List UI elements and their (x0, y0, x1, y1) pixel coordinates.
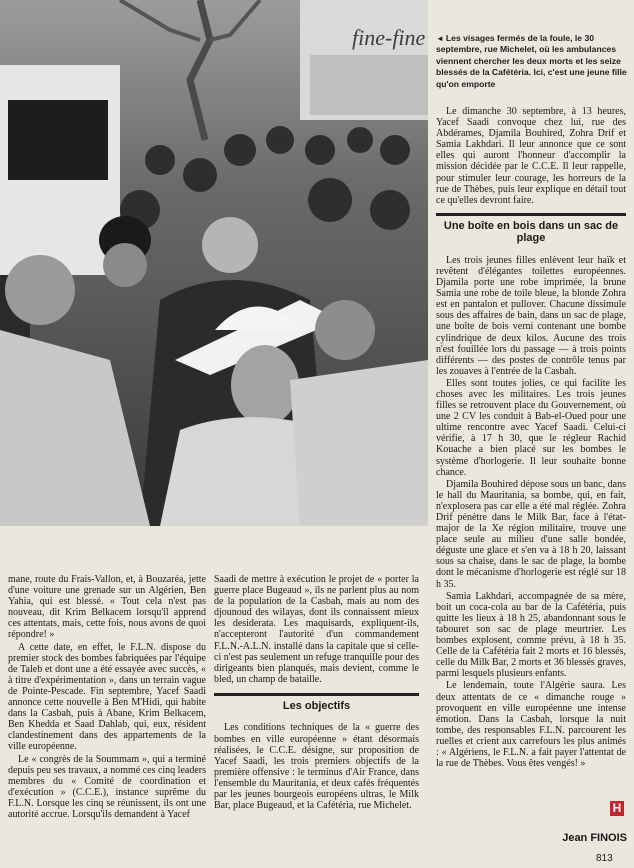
shop-sign: fine-fine (352, 25, 426, 50)
heading-rule (214, 693, 419, 696)
paragraph: Samia Lakhdari, accompagnée de sa mère, boit un coca-cola au bar de la Cafétéria, puis quitte les lieux à 18 h 25, abandonnant sous le tabouret son sac de plage meurtrier. Les bombes explosent, comme prévu, à 18 h 35. Celle de la Cafétéria fait 2 morts et 16 blessés, celle du Milk Bar, 2 morts et 36 blessés graves, parmi lesquels plusieurs enfants. (436, 590, 626, 680)
section-heading: Les objectifs (282, 699, 351, 712)
paragraph: Le dimanche 30 septembre, à 13 heures, Yacef Saadi convoque chez lui, rue des Abdérames, Djamila Bouhired, Zohra Drif et Samia Lakhdari. Il leur annonce que ce sont elles qui auront l'honneur d'accomplir la mission décidée par le C.C.E. Il leur rappelle, pour stimuler leur courage, les horreurs de la rue de Thèbes, puis leur explique en détail tout ce qu'elles devront faire. (436, 106, 626, 206)
caption-text: Les visages fermés de la foule, le 30 septembre, rue Michelet, où les ambulances viennent chercher les deux morts et les seize blessés de la Cafétéria. Ici, c'est une jeune fille qu'on emporte (436, 33, 627, 89)
caption-arrow-icon: ◄ (436, 34, 444, 43)
paragraph: Les trois jeunes filles enlèvent leur haïk et revêtent d'élégantes toilettes européennes. Djamila porte une robe imprimée, la brune Samia une robe de toile bleue, la blonde Zohra est en pantalon et pullover. Chacune dissimule sous des affaires de bain, dans un sac de plage, une boîte de bois verni contenant une bombe cylindrique de deux kilos. Aucune des trois n'est fouillée lors du passage — à trois points différents — des postes de contrôle tenus par les zouaves à l'entrée de la Casbah. (436, 254, 626, 377)
paragraph: mane, route du Frais-Vallon, et, à Bouzaréa, jette d'une voiture une grenade sur un Algérien, Ben Yahia, qui est blessé. « Tout cela n'est pas nouveau, dit Krim Belkacem lorsqu'il apprend ces attentats, mais, cette fois, nous avons de quoi répondre! » (8, 574, 206, 641)
section-heading-block (436, 213, 626, 245)
publisher-logo: H (610, 801, 624, 816)
heading-rule (436, 213, 626, 216)
photo-crowd-ambulance (0, 0, 428, 526)
paragraph: Saadi de mettre à exécution le projet de « porter la guerre place Bugeaud », ils ne parlent plus au nom de la population de la Casbah, mais au nom des djounoud des wilayas, dont ils connaissent mieux les desiderata. Les maquisards, expliquent-ils, n'accepteront l'autorité d'un commandement F.L.N.-A.L.N. installé dans la capitale que si celle-ci n'est pas seulement un refuge tranquille pour des dirigeants bien planqués, mais devient, comme le bled, un champ de bataille. (214, 574, 419, 685)
paragraph: Le lendemain, toute l'Algérie saura. Les deux attentats de ce « dimanche rouge » provoquent en ville européenne une intense émotion. Dans la Casbah, lorsque la nuit tombe, des responsables F.L.N. parcourent les ruelles et crient aux carrefours les plus animés : « Algériens, le F.L.N. a fait payer l'attentat de la rue de Thèbes. Vous êtes vengés! » (436, 680, 626, 770)
paragraph: A cette date, en effet, le F.L.N. dispose du premier stock des bombes fabriquées par l'équipe de Taleb et dont une a été essayée avec succès, « à titre d'expérimentation », dans un terrain vague de Pointe-Pescade. Fin septembre, Yacef Saadi annonce cette nouvelle à Ben M'Hidi, qui habite dans la Casbah, puis à Abane, Krim Belkacem, Ben Khedda et Saad Dahlab, qui, eux, résident clandestinement dans des appartements de la ville européenne. (8, 641, 206, 753)
column-1 (8, 574, 206, 820)
paragraph: Le « congrès de la Soummam », qui a terminé depuis peu ses travaux, a nommé ces cinq leaders membres du « Comité de coordination et d'exécution » (C.C.E.), instance suprême du F.L.N. Lorsque les cinq se réunissent, ils ont une autorité accrue. Lorsqu'ils demandent à Yacef (8, 753, 206, 820)
paragraph: Djamila Bouhired dépose sous un banc, dans le hall du Mauritania, sa bombe, qui, en fait, n'explosera pas car elle a été mal réglée. Zohra Drif pénètre dans le Milk Bar, face à l'état-major de la Xe région militaire, trouve une place seule au milieu d'une salle bondée, déguste une glace et s'en va à 18 h 20, laissant sous sa chaise, dans le sac de plage, la bombe dont le mécanisme d'horlogerie est réglé sur 18 h 35. (436, 478, 626, 590)
paragraph: Les conditions techniques de la « guerre des bombes en ville européenne » étant désormais réalisées, le C.C.E. désigne, sur proposition de Yacef Saadi, les trois premiers objectifs de la première offensive : le terminus d'Air France, dans l'ensemble du Mauritania, et deux cafés fréquentés par les jeunes bourgeois européens ultras, le Milk Bar, place Bugeaud, et la Cafétéria, rue Michelet. (214, 722, 419, 812)
page-number: 813 (596, 853, 613, 864)
section-heading: Une boîte en bois dans un sac de plage (443, 219, 619, 245)
paragraph: Elles sont toutes jolies, ce qui facilite les choses avec les militaires. Les trois jeunes filles se retrouvent place du Gouvernement, où une 2 CV les conduit à Bab-el-Oued pour une ultime rencontre avec Yacef Saadi. Celui-ci vérifie, à 17 h 30, que le régleur Rachid Kouache a bien placé sur les bombes le système d'horlogerie. Il leur souhaite bonne chance. (436, 377, 626, 478)
photo-caption (436, 33, 630, 90)
section-heading-block (214, 693, 419, 713)
column-2 (214, 574, 419, 811)
column-3 (436, 106, 626, 769)
author-signature: Jean FINOIS (562, 832, 627, 844)
